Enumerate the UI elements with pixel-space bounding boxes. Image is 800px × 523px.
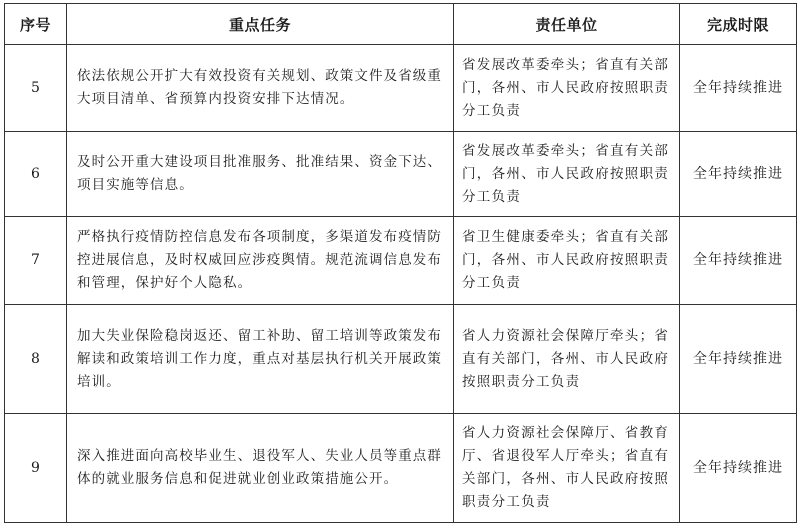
- header-unit: 责任单位: [454, 4, 680, 45]
- row-deadline: 全年持续推进: [680, 45, 797, 132]
- header-deadline: 完成时限: [680, 4, 797, 45]
- table-row: [5, 45, 797, 132]
- row-unit: 省发展改革委牵头；省直有关部门，各州、市人民政府按照职责分工负责: [454, 132, 680, 217]
- row-unit: 省人力资源社会保障厅、省教育厅、省退役军人厅牵头；省直有关部门，各州、市人民政府按照职责分工负责: [454, 414, 680, 523]
- table-body: [5, 45, 797, 523]
- row-unit: 省人力资源社会保障厅牵头；省直有关部门，各州、市人民政府按照职责分工负责: [454, 305, 680, 414]
- row-task: 深入推进面向高校毕业生、退役军人、失业人员等重点群体的就业服务信息和促进就业创业政策措施公开。: [67, 414, 454, 523]
- row-no: 9: [5, 414, 67, 523]
- header-no: 序号: [5, 4, 67, 45]
- row-no: 6: [5, 132, 67, 217]
- table-row: [5, 305, 797, 414]
- row-unit: 省卫生健康委牵头；省直有关部门，各州、市人民政府按照职责分工负责: [454, 217, 680, 305]
- header-row: [5, 4, 797, 45]
- row-no: 8: [5, 305, 67, 414]
- task-table: [4, 3, 797, 523]
- row-no: 5: [5, 45, 67, 132]
- row-task: 加大失业保险稳岗返还、留工补助、留工培训等政策发布解读和政策培训工作力度，重点对基层执行机关开展政策培训。: [67, 305, 454, 414]
- row-task: 及时公开重大建设项目批准服务、批准结果、资金下达、项目实施等信息。: [67, 132, 454, 217]
- table-row: [5, 132, 797, 217]
- table-header: [5, 4, 797, 45]
- row-deadline: 全年持续推进: [680, 414, 797, 523]
- row-deadline: 全年持续推进: [680, 217, 797, 305]
- row-deadline: 全年持续推进: [680, 305, 797, 414]
- row-task: 严格执行疫情防控信息发布各项制度，多渠道发布疫情防控进展信息，及时权威回应涉疫舆情。规范流调信息发布和管理，保护好个人隐私。: [67, 217, 454, 305]
- table-row: [5, 414, 797, 523]
- row-deadline: 全年持续推进: [680, 132, 797, 217]
- row-unit: 省发展改革委牵头；省直有关部门，各州、市人民政府按照职责分工负责: [454, 45, 680, 132]
- row-no: 7: [5, 217, 67, 305]
- header-task: 重点任务: [67, 4, 454, 45]
- table-row: [5, 217, 797, 305]
- row-task: 依法依规公开扩大有效投资有关规划、政策文件及省级重大项目清单、省预算内投资安排下达情况。: [67, 45, 454, 132]
